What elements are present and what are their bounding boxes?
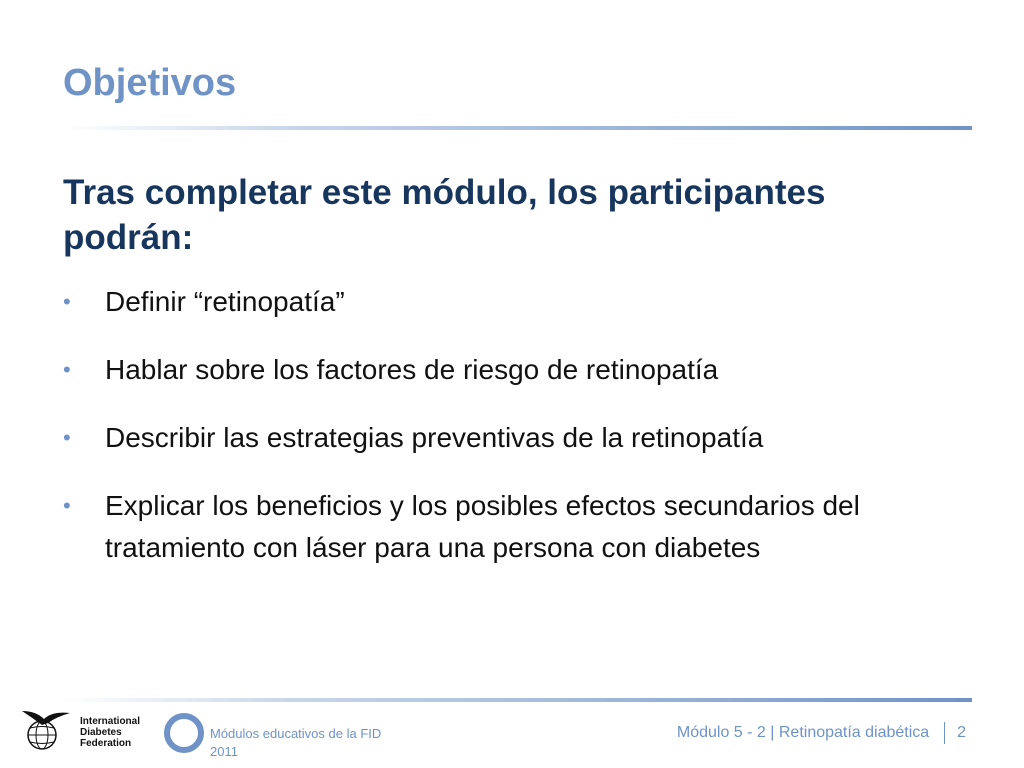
list-item <box>63 417 963 459</box>
list-item-text: Hablar sobre los factores de riesgo de retinopatía <box>105 354 719 385</box>
list-item-text: Explicar los beneficios y los posibles efectos secundarios del tratamiento con láser para una persona con diabetes <box>105 490 860 563</box>
bullet-icon: • <box>63 425 71 450</box>
slide-title: Objetivos <box>63 62 237 104</box>
footer-separator <box>944 722 945 744</box>
objectives-list <box>63 281 963 595</box>
bullet-icon: • <box>63 493 71 518</box>
module-ring-icon <box>164 713 204 753</box>
module-label: Módulos educativos de la FID 2011 <box>210 726 382 759</box>
page-number: 2 <box>957 724 966 742</box>
title-divider <box>63 126 972 130</box>
footer-section <box>677 722 966 744</box>
bullet-icon: • <box>63 289 71 314</box>
list-item <box>63 349 963 391</box>
section-title: Módulo 5 - 2 | Retinopatía diabética <box>676 724 930 742</box>
footer-divider <box>63 698 972 702</box>
list-item <box>63 485 963 569</box>
globe-bird-icon <box>18 705 78 755</box>
bullet-icon: • <box>63 357 71 382</box>
org-name: International Diabetes Federation <box>80 716 141 749</box>
lead-text: Tras completar este módulo, los participantes podrán: <box>63 173 826 257</box>
list-item-text: Definir “retinopatía” <box>105 286 345 317</box>
list-item-text: Describir las estrategias preventivas de la retinopatía <box>105 422 764 453</box>
list-item <box>63 281 963 323</box>
